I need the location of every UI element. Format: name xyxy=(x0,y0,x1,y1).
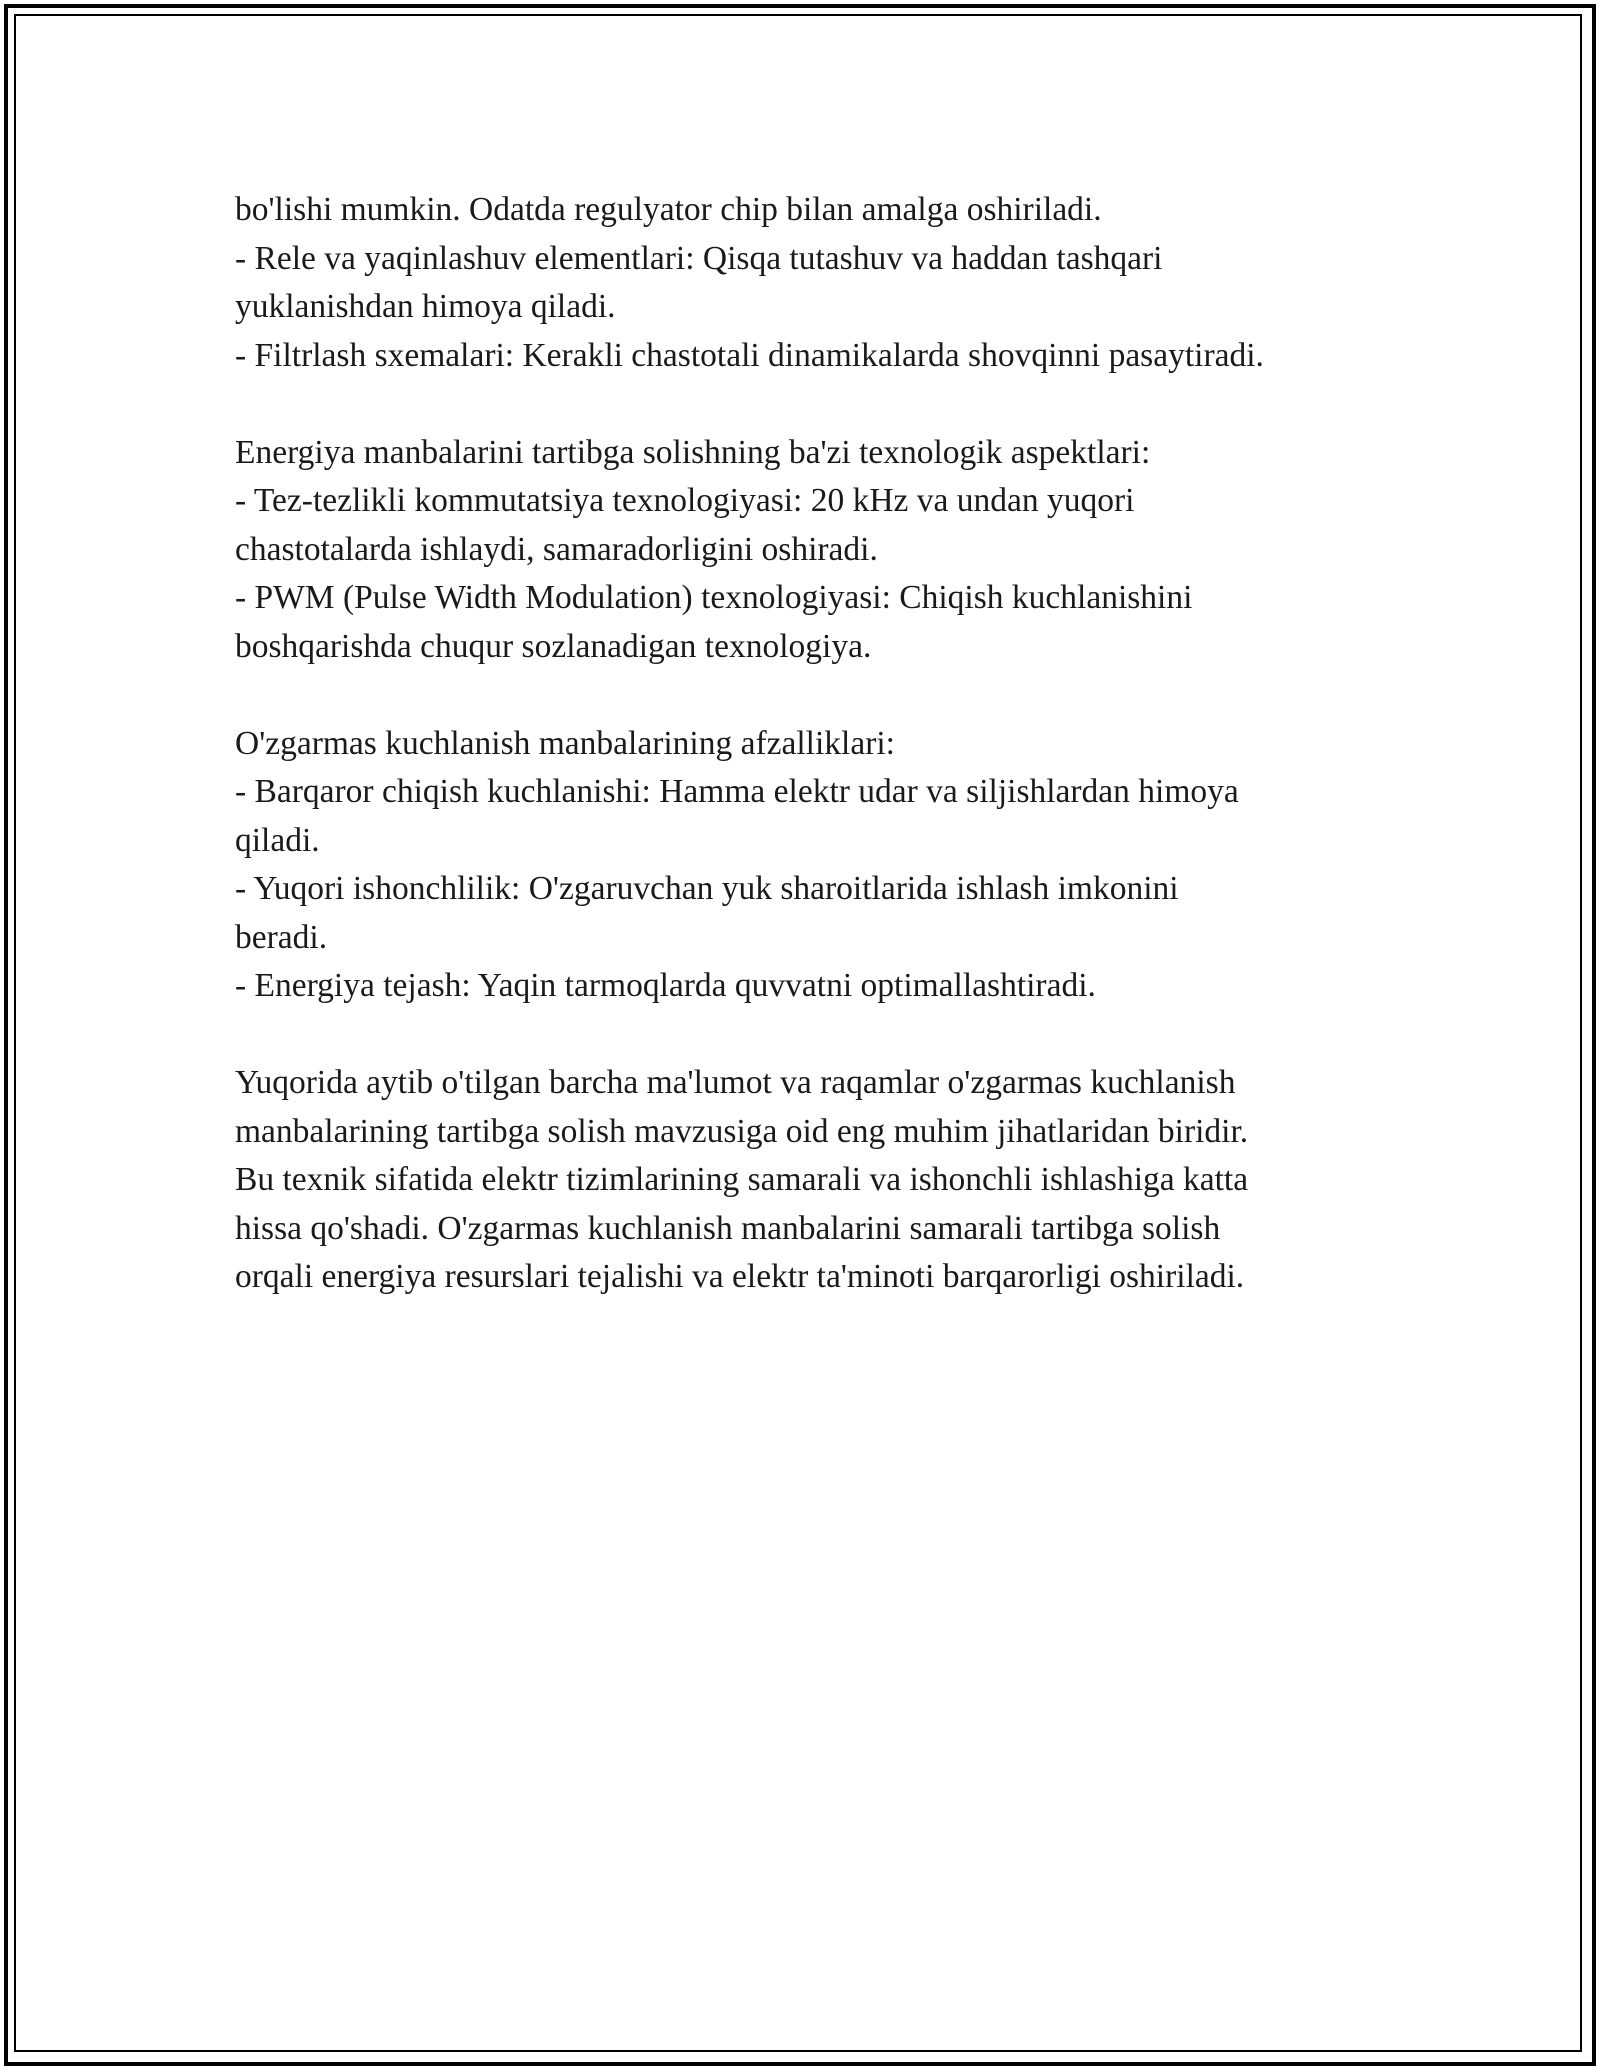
text-line: yuklanishdan himoya qiladi. xyxy=(235,288,616,325)
paragraph-gap xyxy=(235,380,1395,429)
paragraph-gap xyxy=(235,671,1395,720)
text-line: Yuqorida aytib o'tilgan barcha ma'lumot va raqamlar o'zgarmas kuchlanish xyxy=(235,1064,1236,1101)
text-line: - Yuqori ishonchlilik: O'zgaruvchan yuk sharoitlarida ishlash imkonini xyxy=(235,870,1179,907)
paragraph-gap xyxy=(235,1011,1395,1060)
section-heading: Energiya manbalarini tartibga solishning ba'zi texnologik aspektlari: xyxy=(235,433,1151,471)
section-heading: O'zgarmas kuchlanish manbalarining afzalliklari: xyxy=(235,724,895,762)
text-line: bo'lishi mumkin. Odatda regulyator chip bilan amalga oshiriladi. xyxy=(235,191,1102,228)
text-line: manbalarining tartibga solish mavzusiga oid eng muhim jihatlaridan biridir. xyxy=(235,1112,1249,1150)
text-line: hissa qo'shadi. O'zgarmas kuchlanish manbalarini samarali tartibga solish xyxy=(235,1209,1221,1247)
text-line: - Energiya tejash: Yaqin tarmoqlarda quvvatni optimallashtiradi. xyxy=(235,967,1096,1004)
text-line: Bu texnik sifatida elektr tizimlarining samarali va ishonchli ishlashiga katta xyxy=(235,1161,1249,1198)
text-line: - Tez-tezlikli kommutatsiya texnologiyasi: 20 kHz va undan yuqori xyxy=(235,482,1135,519)
text-line: boshqarishda chuqur sozlanadigan texnologiya. xyxy=(235,627,872,665)
text-line: chastotalarda ishlaydi, samaradorligini oshiradi. xyxy=(235,530,878,568)
text-line: - Filtrlash sxemalari: Kerakli chastotali dinamikalarda shovqinni pasaytiradi. xyxy=(235,336,1264,374)
text-line: - Barqaror chiqish kuchlanishi: Hamma elektr udar va siljishlardan himoya xyxy=(235,773,1239,810)
document-body xyxy=(235,186,1395,1302)
text-line: beradi. xyxy=(235,918,328,956)
text-line: - Rele va yaqinlashuv elementlari: Qisqa tutashuv va haddan tashqari xyxy=(235,239,1163,277)
text-line: orqali energiya resurslari tejalishi va elektr ta'minoti barqarorligi oshiriladi. xyxy=(235,1258,1245,1295)
text-line: - PWM (Pulse Width Modulation) texnologiyasi: Chiqish kuchlanishini xyxy=(235,579,1193,616)
text-line: qiladi. xyxy=(235,821,320,859)
